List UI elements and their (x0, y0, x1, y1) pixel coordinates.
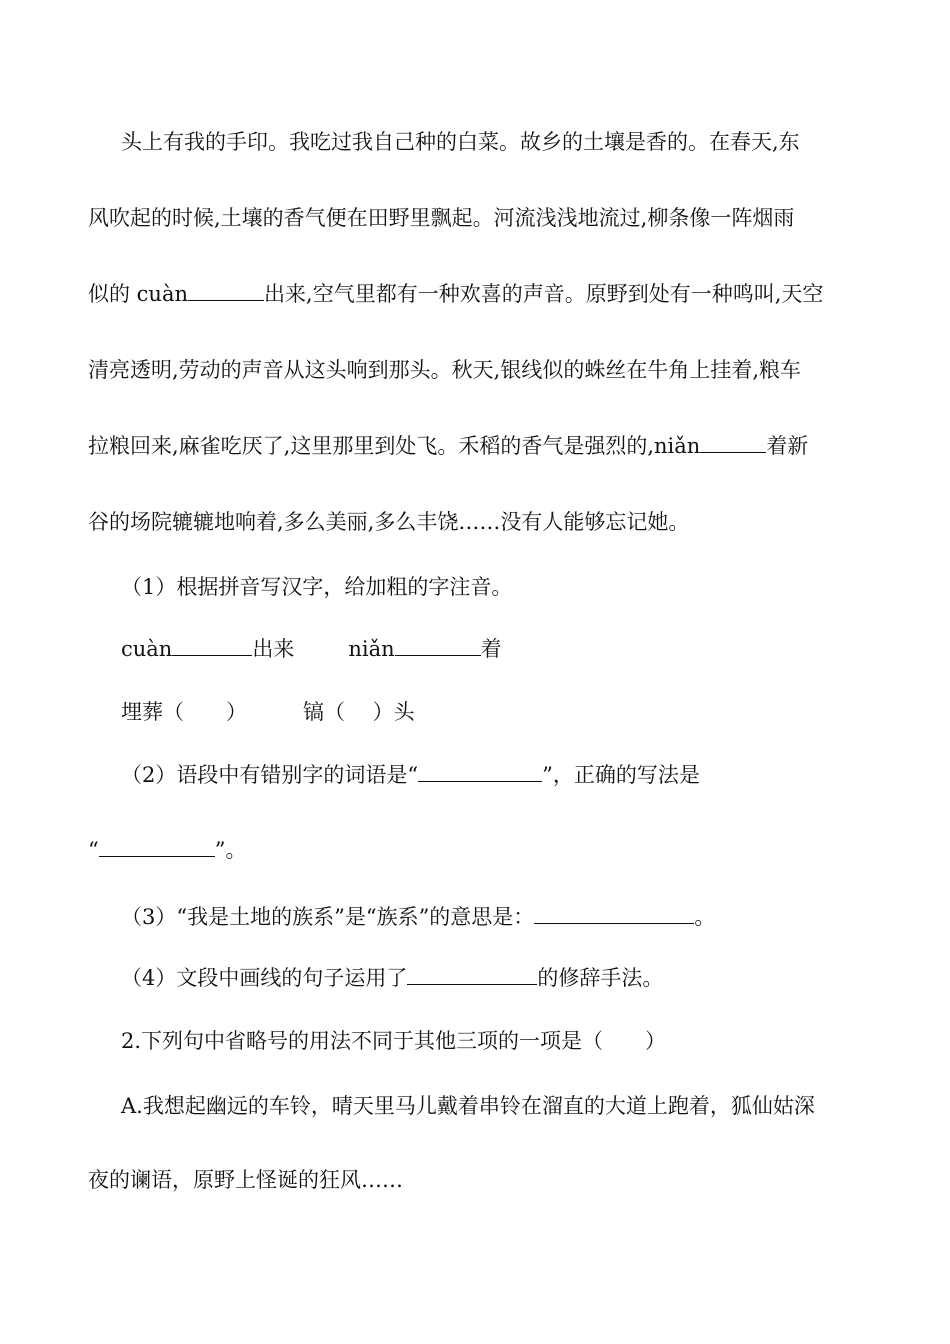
option-a-line-1: A.我想起幽远的车铃，晴天里马儿戴着串铃在溜直的大道上跑着，狐仙姑深 (121, 1094, 815, 1118)
passage-line-3-before: 似的 cuàn (88, 282, 189, 306)
question-1-title: （1）根据拼音写汉字，给加粗的字注音。 (121, 575, 513, 599)
pinyin-nian-blank (395, 637, 481, 656)
option-a-line-2: 夜的谰语，原野上怪诞的狂风…… (88, 1168, 403, 1192)
passage-line-4: 清亮透明,劳动的声音从这头响到那头。秋天,银线似的蛛丝在牛角上挂着,粮车 (88, 358, 802, 382)
pinyin-cuan: cuàn (121, 637, 173, 661)
word-gaotou: 镐（ ）头 (303, 700, 415, 724)
meaning-blank (534, 905, 694, 924)
question-2-after: ”，正确的写法是 (542, 763, 700, 787)
passage-line-6: 谷的场院辘辘地响着,多么美丽,多么丰饶……没有人能够忘记她。 (88, 510, 690, 534)
question-2-open-quote: “ (88, 838, 99, 862)
question-3-before: （3）“我是土地的族系”是“族系”的意思是： (121, 905, 535, 929)
correct-word-blank (99, 838, 215, 857)
passage-line-5-before: 拉粮回来,麻雀吃厌了,这里那里到处飞。禾稻的香气是强烈的,niǎn (88, 434, 701, 458)
rhetoric-blank (407, 966, 537, 985)
question-4-before: （4）文段中画线的句子运用了 (121, 966, 408, 990)
word-maizang: 埋葬（ ） (121, 700, 247, 724)
question-1-zhuyin-row (121, 698, 415, 726)
passage-line-3 (88, 280, 823, 308)
pinyin-nian-suffix: 着 (480, 637, 502, 661)
question-2-stem: 2.下列句中省略号的用法不同于其他三项的一项是（ ） (121, 1029, 667, 1053)
question-2-close-quote: ”。 (214, 838, 247, 862)
question-2-line-2 (88, 836, 247, 864)
cuan-blank (188, 282, 264, 301)
question-4-after: 的修辞手法。 (537, 966, 664, 990)
passage-line-5-after: 着新 (766, 434, 809, 458)
question-2-before: （2）语段中有错别字的词语是“ (121, 763, 419, 787)
passage-line-1: 头上有我的手印。我吃过我自己种的白菜。故乡的土壤是香的。在春天,东 (121, 130, 800, 154)
question-2-line-1 (121, 761, 700, 789)
question-3-after: 。 (694, 905, 716, 929)
pinyin-nian: niǎn (348, 637, 395, 661)
passage-line-3-after: 出来,空气里都有一种欢喜的声音。原野到处有一种鸣叫,天空 (264, 282, 824, 306)
pinyin-cuan-blank (172, 637, 252, 656)
nian-blank (700, 434, 766, 453)
question-1-pinyin-row (121, 635, 502, 663)
pinyin-cuan-suffix: 出来 (252, 637, 295, 661)
question-3 (121, 903, 715, 931)
wrong-word-blank (418, 763, 542, 782)
passage-line-2: 风吹起的时候,土壤的香气便在田野里飘起。河流浅浅地流过,柳条像一阵烟雨 (88, 206, 795, 230)
passage-line-5 (88, 432, 808, 460)
question-4 (121, 964, 663, 992)
